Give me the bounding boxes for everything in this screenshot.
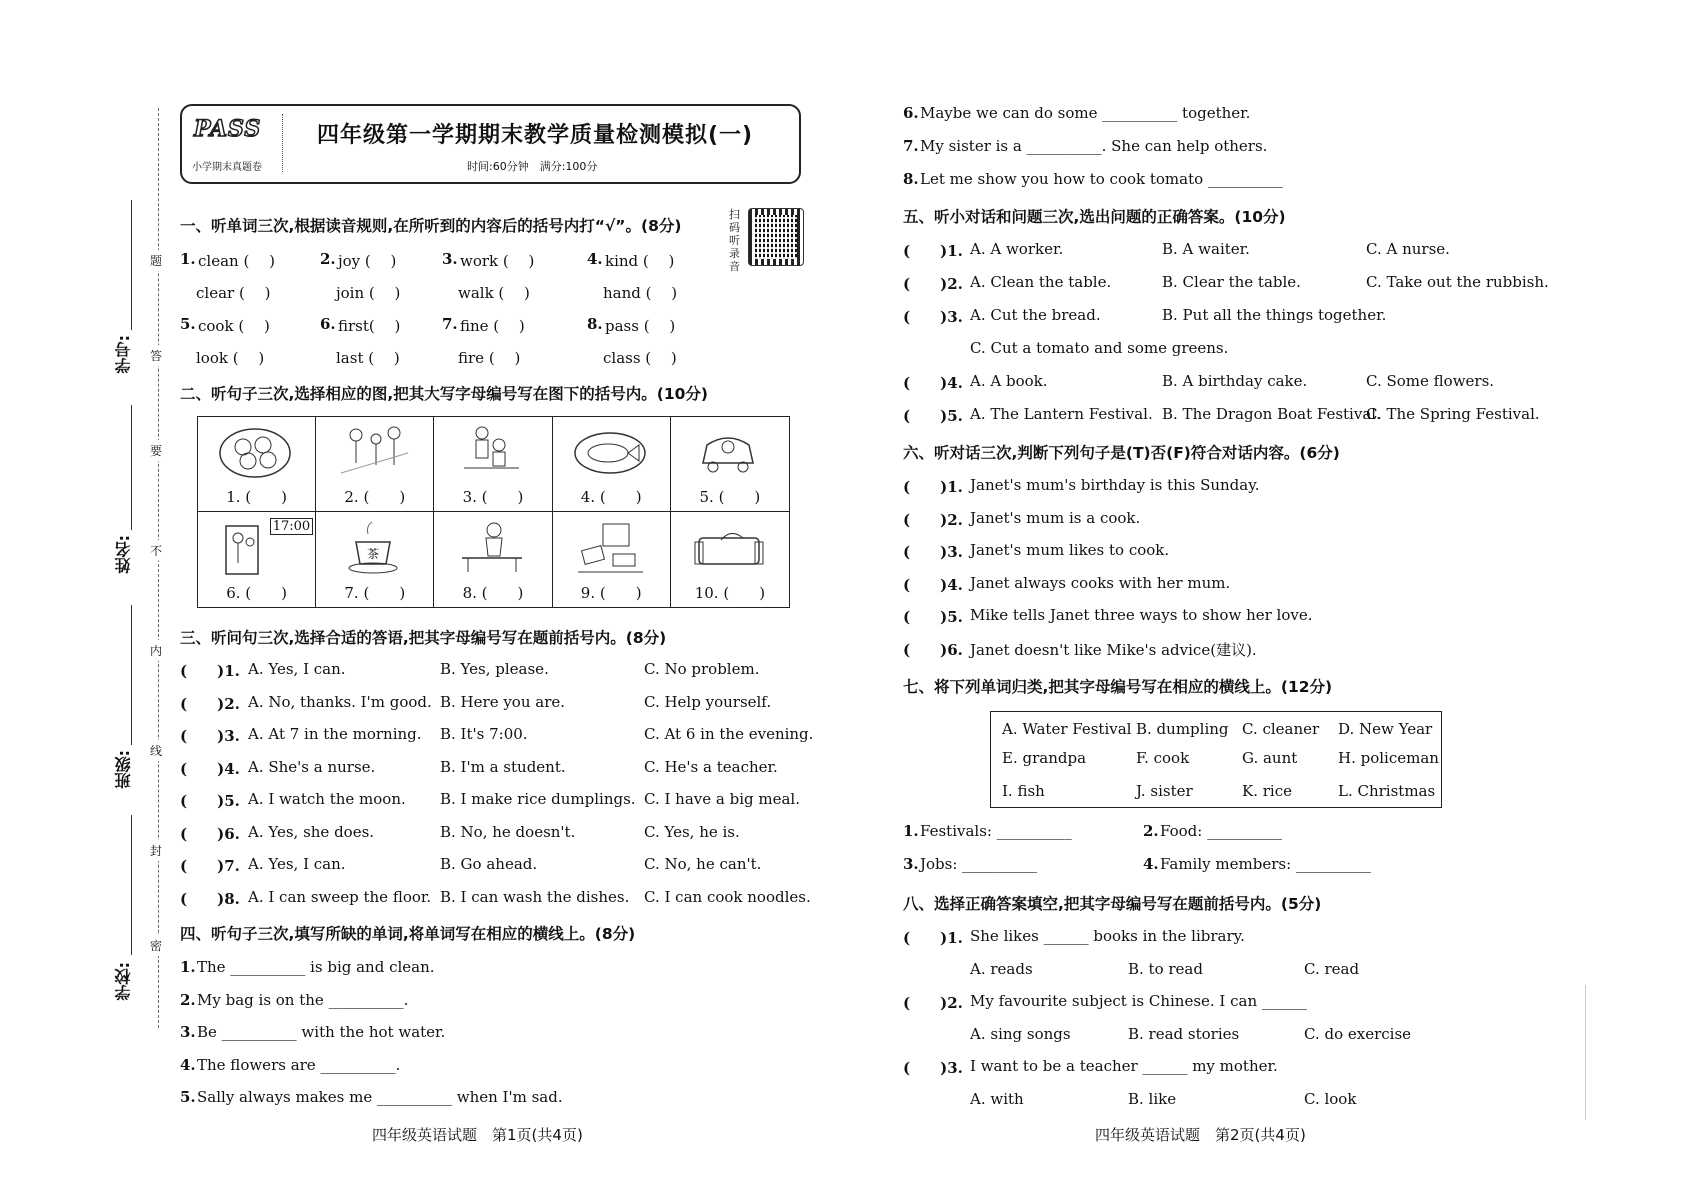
option-a: A. Cut the bread. [970, 306, 1101, 324]
option-b: B. It's 7:00. [440, 725, 528, 743]
qr-code-icon[interactable] [748, 208, 804, 266]
picture-label: 10. ( ) [694, 584, 766, 602]
word-option-a[interactable]: pass ( ) [605, 317, 676, 335]
word-option-a[interactable]: joy ( ) [338, 252, 397, 270]
option-c: C. At 6 in the evening. [644, 725, 814, 743]
fill-sentence[interactable]: Be __________ with the hot water. [197, 1023, 446, 1041]
answer-bracket[interactable]: ( )3. [903, 543, 963, 561]
statement: Janet's mum's birthday is this Sunday. [970, 476, 1260, 494]
answer-bracket[interactable]: ( )1. [180, 662, 240, 680]
word-bank-item: L. Christmas [1338, 782, 1436, 800]
answer-bracket[interactable]: ( )3. [903, 1059, 963, 1077]
fill-item-number: 6. [903, 104, 919, 122]
picture-label: 9. ( ) [580, 584, 642, 602]
picture-cell-2 [316, 417, 434, 512]
picture-label: 1. ( ) [226, 488, 287, 506]
seal-char: 封 [150, 840, 162, 861]
word-option-b[interactable]: class ( ) [603, 349, 677, 367]
word-option-b[interactable]: hand ( ) [603, 284, 678, 302]
option-a: A. with [970, 1090, 1024, 1108]
answer-bracket[interactable]: ( )2. [903, 510, 963, 529]
answer-bracket[interactable]: ( )4. [180, 759, 240, 778]
word-option-a[interactable]: cook ( ) [198, 317, 270, 335]
word-option-b[interactable]: walk ( ) [458, 284, 530, 302]
question-text: My favourite subject is Chinese. I can ______ [970, 992, 1307, 1010]
option-a: A. Yes, she does. [248, 822, 375, 841]
option-c: C. Take out the rubbish. [1366, 273, 1549, 291]
picture-cell-1 [198, 417, 316, 512]
category-number: 4. [1143, 855, 1159, 873]
word-option-b[interactable]: clear ( ) [196, 284, 271, 302]
name-label: 姓名: [114, 535, 133, 574]
statement: Mike tells Janet three ways to show her love. [970, 606, 1313, 624]
scan-edge-line [1585, 985, 1586, 1120]
word-bank-item: G. aunt [1242, 749, 1298, 767]
item-number: 3. [442, 250, 458, 268]
option-c: C. look [1304, 1090, 1357, 1108]
header-divider [282, 114, 283, 172]
option-c: C. The Spring Festival. [1366, 405, 1540, 423]
option-b: B. I make rice dumplings. [440, 790, 636, 808]
fill-sentence[interactable]: Sally always makes me __________ when I'm sad. [197, 1088, 563, 1106]
picture-cell-9 [553, 512, 671, 607]
fill-item-number: 4. [180, 1055, 196, 1074]
item-number: 2. [320, 250, 336, 268]
picture-cell-10 [671, 512, 789, 607]
class-line[interactable] [131, 605, 132, 745]
fill-sentence[interactable]: Maybe we can do some __________ together. [920, 104, 1251, 122]
answer-bracket[interactable]: ( )1. [903, 242, 963, 260]
item-number: 6. [320, 315, 336, 333]
picture-label: 2. ( ) [344, 488, 406, 506]
item-number: 7. [442, 315, 458, 333]
option-a: A. I can sweep the floor. [248, 887, 432, 906]
picture-cell-7 [316, 512, 434, 607]
word-option-b[interactable]: last ( ) [336, 349, 400, 367]
item-number: 1. [180, 250, 196, 268]
picture-label: 7. ( ) [344, 584, 406, 602]
word-bank-item: A. Water Festival [1002, 720, 1132, 738]
option-b: B. The Dragon Boat Festival. [1162, 405, 1381, 423]
option-b: B. No, he doesn't. [440, 822, 576, 841]
picture-cell-3 [434, 417, 552, 512]
answer-bracket[interactable]: ( )8. [180, 889, 240, 908]
option-c: C. Help yourself. [644, 692, 772, 711]
taxi-driver-icon [691, 423, 766, 481]
fill-item-number: 2. [180, 990, 196, 1009]
option-b: B. Here you are. [440, 692, 566, 711]
option-b: B. Go ahead. [440, 855, 538, 873]
fill-sentence[interactable]: The __________ is big and clean. [197, 958, 435, 976]
fill-item-number: 5. [180, 1088, 196, 1106]
word-bank-item: B. dumpling [1136, 720, 1229, 738]
answer-bracket[interactable]: ( )6. [903, 640, 963, 659]
option-a: A. reads [970, 960, 1033, 978]
option-a: A. I watch the moon. [248, 790, 406, 808]
option-b: B. read stories [1128, 1025, 1240, 1043]
word-option-a[interactable]: first( ) [338, 317, 401, 335]
picture-label: 6. ( ) [226, 584, 287, 602]
word-bank-item: K. rice [1242, 782, 1292, 800]
statement: Janet always cooks with her mum. [970, 573, 1231, 592]
word-option-a[interactable]: kind ( ) [605, 252, 675, 270]
category-field[interactable]: Festivals: __________ [920, 822, 1072, 840]
picture-label: 3. ( ) [462, 488, 524, 506]
fill-sentence[interactable]: My bag is on the __________. [197, 990, 409, 1009]
word-bank-item: H. policeman [1338, 749, 1439, 767]
exam-title: 四年级第一学期期末教学质量检测模拟(一) [317, 123, 754, 148]
family-walking-icon [336, 423, 411, 481]
option-a: A. A worker. [970, 240, 1064, 258]
answer-bracket[interactable]: ( )1. [903, 478, 963, 496]
option-c: C. I can cook noodles. [644, 887, 811, 906]
option-a: A. Clean the table. [970, 273, 1112, 291]
exam-subtitle: 时间:60分钟 满分:100分 [467, 160, 598, 173]
option-c: C. I have a big meal. [644, 790, 800, 808]
option-b: B. I'm a student. [440, 757, 566, 776]
option-b: B. A waiter. [1162, 240, 1250, 258]
section1-title: 一、听单词三次,根据读音规则,在所听到的内容后的括号内打“√”。(8分) [180, 217, 682, 235]
option-a: A. The Lantern Festival. [970, 405, 1153, 423]
question-text: I want to be a teacher ______ my mother. [970, 1057, 1278, 1075]
answer-bracket[interactable]: ( )4. [903, 575, 963, 594]
tea-cup-icon [336, 518, 411, 576]
messy-room-icon [573, 518, 648, 576]
student-id-line[interactable] [131, 200, 132, 330]
student-id-label: 学号: [114, 335, 133, 374]
picture-grid [197, 416, 790, 608]
category-number: 3. [903, 855, 919, 873]
footer-right: 四年级英语试题 第2页(共4页) [1095, 1126, 1306, 1144]
answer-bracket[interactable]: ( )4. [903, 374, 963, 392]
word-option-b[interactable]: look ( ) [196, 349, 265, 367]
option-a: A. At 7 in the morning. [248, 725, 422, 743]
question-text: She likes ______ books in the library. [970, 927, 1245, 945]
category-number: 1. [903, 822, 919, 840]
statement: Janet's mum likes to cook. [970, 541, 1170, 559]
section2-title: 二、听句子三次,选择相应的图,把其大写字母编号写在图下的括号内。(10分) [180, 385, 709, 403]
answer-bracket[interactable]: ( )2. [903, 275, 963, 293]
answer-bracket[interactable]: ( )5. [903, 407, 963, 425]
option-c: C. Cut a tomato and some greens. [970, 339, 1229, 357]
school-line[interactable] [131, 815, 132, 955]
item-number: 5. [180, 315, 196, 333]
seal-char: 线 [150, 740, 162, 761]
item-number: 8. [587, 315, 603, 333]
picture-label: 5. ( ) [699, 488, 761, 506]
binding-dashed-line [158, 108, 159, 1028]
option-b: B. I can wash the dishes. [440, 887, 630, 906]
fill-item-number: 3. [180, 1023, 196, 1041]
option-c: C. A nurse. [1366, 240, 1450, 258]
person-at-table-icon [454, 518, 529, 576]
answer-bracket[interactable]: ( )6. [180, 824, 240, 843]
picture-cell-4 [553, 417, 671, 512]
seal-char: 密 [150, 935, 162, 956]
option-b: B. like [1128, 1090, 1177, 1108]
statement: Janet's mum is a cook. [970, 508, 1141, 527]
picture-cell-8 [434, 512, 552, 607]
fill-item-number: 7. [903, 137, 919, 155]
option-c: C. No problem. [644, 660, 760, 678]
answer-bracket[interactable]: ( )2. [903, 994, 963, 1012]
word-bank-item: I. fish [1002, 782, 1045, 800]
logo-subtitle: 小学期末真题卷 [192, 162, 262, 173]
answer-bracket[interactable]: ( )2. [180, 694, 240, 713]
section4-title: 四、听句子三次,填写所缺的单词,将单词写在相应的横线上。(8分) [180, 925, 636, 943]
category-field[interactable]: Food: __________ [1160, 822, 1283, 840]
option-a: A. She's a nurse. [248, 757, 376, 776]
dumplings-plate-icon [218, 423, 293, 481]
fill-item-number: 1. [180, 958, 196, 976]
answer-bracket[interactable]: ( )3. [903, 308, 963, 326]
footer-left: 四年级英语试题 第1页(共4页) [372, 1126, 583, 1144]
category-number: 2. [1143, 822, 1159, 840]
option-b: B. to read [1128, 960, 1203, 978]
svg-text:茶: 茶 [367, 547, 380, 561]
option-b: B. Clear the table. [1162, 273, 1301, 291]
option-c: C. No, he can't. [644, 855, 762, 873]
word-bank-item: J. sister [1136, 782, 1193, 800]
word-option-a[interactable]: work ( ) [460, 252, 535, 270]
word-bank-item: F. cook [1136, 749, 1190, 767]
answer-bracket[interactable]: ( )1. [903, 929, 963, 947]
time-badge: 17:00 [270, 518, 313, 535]
option-b: B. Yes, please. [440, 660, 549, 678]
fish-plate-icon [573, 423, 648, 481]
seal-char: 内 [150, 640, 162, 661]
answer-bracket[interactable]: ( )5. [903, 608, 963, 626]
option-a: A. Yes, I can. [248, 855, 346, 873]
seal-char: 要 [150, 440, 162, 461]
word-bank-item: E. grandpa [1002, 749, 1087, 767]
picture-label: 8. ( ) [462, 584, 524, 602]
option-a: A. sing songs [970, 1025, 1071, 1043]
qr-caption: 扫码听录音 [729, 208, 740, 273]
word-bank-item: C. cleaner [1242, 720, 1320, 738]
option-c: C. do exercise [1304, 1025, 1412, 1043]
section5-title: 五、听小对话和问题三次,选出问题的正确答案。(10分) [903, 208, 1286, 226]
option-c: C. Some flowers. [1366, 372, 1495, 390]
sofa-icon [691, 518, 766, 576]
word-option-a[interactable]: fine ( ) [460, 317, 525, 335]
picture-cell-6 [198, 512, 316, 607]
item-number: 4. [587, 250, 603, 268]
option-a: A. No, thanks. I'm good. [248, 692, 432, 711]
category-field[interactable]: Family members: __________ [1160, 855, 1371, 873]
option-c: C. Yes, he is. [644, 822, 740, 841]
exam-header [180, 104, 801, 184]
section7-title: 七、将下列单词归类,把其字母编号写在相应的横线上。(12分) [903, 678, 1333, 696]
option-b: B. Put all the things together. [1162, 306, 1387, 324]
seal-char: 答 [150, 345, 162, 366]
fill-sentence[interactable]: My sister is a __________. She can help others. [920, 137, 1268, 155]
option-c: C. read [1304, 960, 1360, 978]
category-field[interactable]: Jobs: __________ [920, 855, 1038, 873]
option-a: A. Yes, I can. [248, 660, 346, 678]
people-playing-icon [454, 423, 529, 481]
fill-sentence[interactable]: The flowers are __________. [197, 1055, 401, 1074]
pass-logo: PASS [194, 116, 262, 142]
picture-label: 4. ( ) [580, 488, 642, 506]
section3-title: 三、听问句三次,选择合适的答语,把其字母编号写在题前括号内。(8分) [180, 629, 667, 647]
answer-bracket[interactable]: ( )3. [180, 727, 240, 745]
section6-title: 六、听对话三次,判断下列句子是(T)否(F)符合对话内容。(6分) [903, 444, 1340, 462]
class-label: 班级: [114, 750, 133, 789]
name-line[interactable] [131, 405, 132, 530]
seal-char: 题 [150, 250, 162, 271]
seal-char: 不 [150, 540, 162, 561]
statement: Janet doesn't like Mike's advice(建议). [970, 640, 1257, 659]
picture-cell-5 [671, 417, 789, 512]
word-option-b[interactable]: join ( ) [336, 284, 401, 302]
answer-bracket[interactable]: ( )5. [180, 792, 240, 810]
option-c: C. He's a teacher. [644, 757, 778, 776]
answer-bracket[interactable]: ( )7. [180, 857, 240, 875]
word-bank-item: D. New Year [1338, 720, 1433, 738]
fill-sentence[interactable]: Let me show you how to cook tomato __________ [920, 170, 1283, 188]
option-a: A. A book. [970, 372, 1048, 390]
word-option-b[interactable]: fire ( ) [458, 349, 521, 367]
school-label: 学校: [114, 962, 133, 1001]
fill-item-number: 8. [903, 170, 919, 188]
word-option-a[interactable]: clean ( ) [198, 252, 275, 270]
section8-title: 八、选择正确答案填空,把其字母编号写在题前括号内。(5分) [903, 895, 1322, 913]
option-b: B. A birthday cake. [1162, 372, 1308, 390]
